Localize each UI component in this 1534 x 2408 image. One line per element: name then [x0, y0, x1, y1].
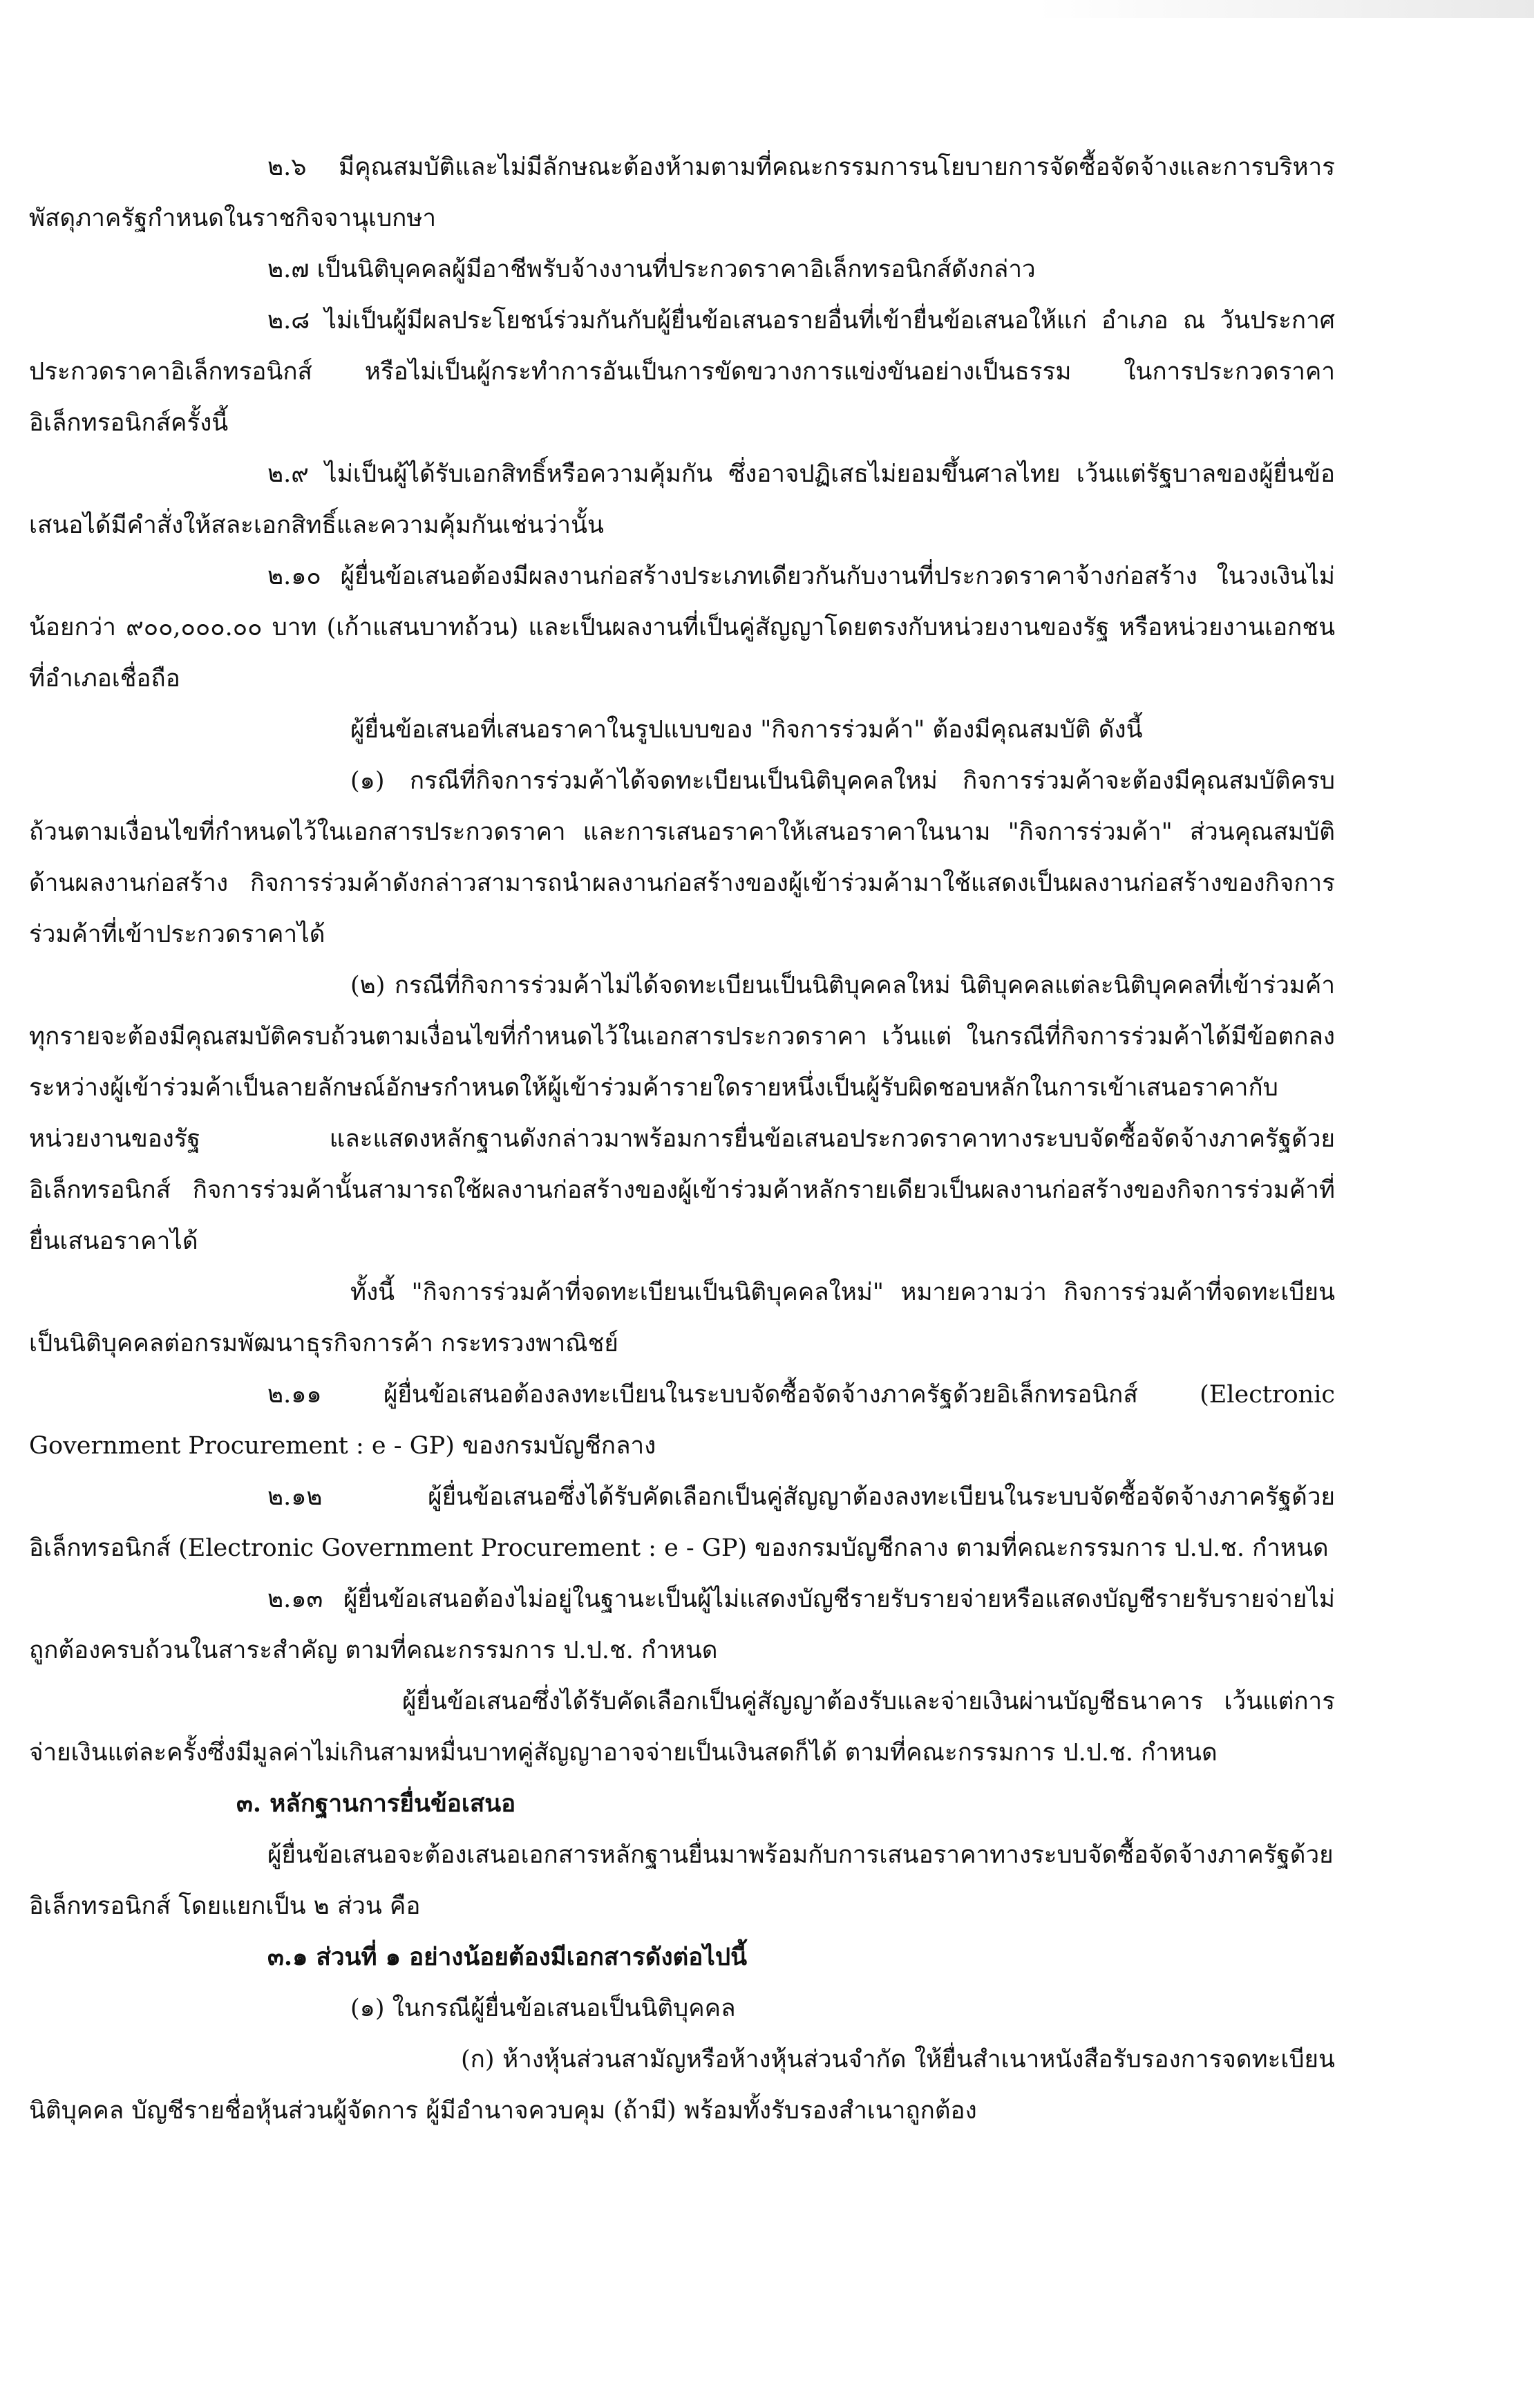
section-3-heading: ๓. หลักฐานการยื่นข้อเสนอ — [236, 1789, 516, 1818]
clause-2-10: ๒.๑๐ ผู้ยื่นข้อเสนอต้องมีผลงานก่อสร้างประเภทเดียวกันกับงานที่ประกวดราคาจ้างก่อสร้าง ในวงเงินไม่น้อยกว่า ๙๐๐,๐๐๐.๐๐ บาท (เก้าแสนบาทถ้วน) และเป็นผลงานที่เป็นคู่สัญญาโดยตรงกับหน่วยงานของรัฐ หรือหน่วยงานเอกชนที่อำเภอเชื่อถือ — [29, 563, 1335, 693]
item-a-partnership: (ก) ห้างหุ้นส่วนสามัญหรือห้างหุ้นส่วนจำกัด ให้ยื่นสำเนาหนังสือรับรองการจดทะเบียนนิติบุคคล บัญชีรายชื่อหุ้นส่วนผู้จัดการ ผู้มีอำนาจควบคุม (ถ้ามี) พร้อมทั้งรับรองสำเนาถูกต้อง — [29, 2046, 1335, 2125]
joint-venture-case-2: (๒) กรณีที่กิจการร่วมค้าไม่ได้จดทะเบียนเป็นนิติบุคคลใหม่ นิติบุคคลแต่ละนิติบุคคลที่เข้าร่วมค้าทุกรายจะต้องมีคุณสมบัติครบถ้วนตามเงื่อนไขที่กำหนดไว้ในเอกสารประกวดราคา เว้นแต่ ในกรณีที่กิจการร่วมค้าได้มีข้อตกลงระหว่างผู้เข้าร่วมค้าเป็นลายลักษณ์อักษรกำหนดให้ผู้เข้าร่วมค้ารายใดรายหนึ่งเป็นผู้รับผิดชอบหลักในการเข้าเสนอราคากับหน่วยงานของรัฐ และแสดงหลักฐานดังกล่าวมาพร้อมการยื่นข้อเสนอประกวดราคาทางระบบจัดซื้อจัดจ้างภาครัฐด้วยอิเล็กทรอนิกส์ กิจการร่วมค้านั้นสามารถใช้ผลงานก่อสร้างของผู้เข้าร่วมค้าหลักรายเดียวเป็นผลงานก่อสร้างของกิจการร่วมค้าที่ยื่นเสนอราคาได้ — [29, 972, 1335, 1255]
clause-2-6: ๒.๖ มีคุณสมบัติและไม่มีลักษณะต้องห้ามตามที่คณะกรรมการนโยบายการจัดซื้อจัดจ้างและการบริหารพัสดุภาครัฐกำหนดในราชกิจจานุเบกษา — [29, 153, 1335, 232]
clause-2-12: ๒.๑๒ ผู้ยื่นข้อเสนอซึ่งได้รับคัดเลือกเป็นคู่สัญญาต้องลงทะเบียนในระบบจัดซื้อจัดจ้างภาครัฐด้วยอิเล็กทรอนิกส์ (Electronic Government Procurement : e - GP) ของกรมบัญชีกลาง ตามที่คณะกรรมการ ป.ป.ช. กำหนด — [29, 1483, 1335, 1562]
clause-2-7: ๒.๗ เป็นนิติบุคคลผู้มีอาชีพรับจ้างงานที่ประกวดราคาอิเล็กทรอนิกส์ดังกล่าว — [267, 256, 1036, 283]
clause-2-8: ๒.๘ ไม่เป็นผู้มีผลประโยชน์ร่วมกันกับผู้ยื่นข้อเสนอรายอื่นที่เข้ายื่นข้อเสนอให้แก่ อำเภอ ณ วันประกาศประกวดราคาอิเล็กทรอนิกส์ หรือไม่เป็นผู้กระทำการอันเป็นการขัดขวางการแข่งขันอย่างเป็นธรรม ในการประกวดราคาอิเล็กทรอนิกส์ครั้งนี้ — [29, 307, 1335, 437]
section-3-intro: ผู้ยื่นข้อเสนอจะต้องเสนอเอกสารหลักฐานยื่นมาพร้อมกับการเสนอราคาทางระบบจัดซื้อจัดจ้างภาครัฐด้วยอิเล็กทรอนิกส์ โดยแยกเป็น ๒ ส่วน คือ — [29, 1841, 1334, 1920]
section-3-1-heading: ๓.๑ ส่วนที่ ๑ อย่างน้อยต้องมีเอกสารดังต่อไปนี้ — [267, 1943, 748, 1971]
clause-2-9: ๒.๙ ไม่เป็นผู้ได้รับเอกสิทธิ์หรือความคุ้มกัน ซึ่งอาจปฏิเสธไม่ยอมขึ้นศาลไทย เว้นแต่รัฐบาลของผู้ยื่นข้อเสนอได้มีคำสั่งให้สละเอกสิทธิ์และความคุ้มกันเช่นว่านั้น — [29, 460, 1335, 539]
clause-2-11: ๒.๑๑ ผู้ยื่นข้อเสนอต้องลงทะเบียนในระบบจัดซื้อจัดจ้างภาครัฐด้วยอิเล็กทรอนิกส์ (Electronic Government Procurement : e - GP) ของกรมบัญชีกลาง — [29, 1381, 1335, 1460]
joint-venture-case-1: (๑) กรณีที่กิจการร่วมค้าได้จดทะเบียนเป็นนิติบุคคลใหม่ กิจการร่วมค้าจะต้องมีคุณสมบัติครบถ้วนตามเงื่อนไขที่กำหนดไว้ในเอกสารประกวดราคา และการเสนอราคาให้เสนอราคาในนาม "กิจการร่วมค้า" ส่วนคุณสมบัติด้านผลงานก่อสร้าง กิจการร่วมค้าดังกล่าวสามารถนำผลงานก่อสร้างของผู้เข้าร่วมค้ามาใช้แสดงเป็นผลงานก่อสร้างของกิจการร่วมค้าที่เข้าประกวดราคาได้ — [29, 767, 1335, 948]
clause-2-13: ๒.๑๓ ผู้ยื่นข้อเสนอต้องไม่อยู่ในฐานะเป็นผู้ไม่แสดงบัญชีรายรับรายจ่ายหรือแสดงบัญชีรายรับรายจ่ายไม่ถูกต้องครบถ้วนในสาระสำคัญ ตามที่คณะกรรมการ ป.ป.ช. กำหนด — [29, 1586, 1335, 1664]
item-1-juristic-person: (๑) ในกรณีผู้ยื่นข้อเสนอเป็นนิติบุคคล — [350, 1995, 736, 2022]
scan-edge-shadow — [1036, 0, 1534, 18]
payment-clause: ผู้ยื่นข้อเสนอซึ่งได้รับคัดเลือกเป็นคู่สัญญาต้องรับและจ่ายเงินผ่านบัญชีธนาคาร เว้นแต่การจ่ายเงินแต่ละครั้งซึ่งมีมูลค่าไม่เกินสามหมื่นบาทคู่สัญญาอาจจ่ายเป็นเงินสดก็ได้ ตามที่คณะกรรมการ ป.ป.ช. กำหนด — [29, 1688, 1335, 1767]
joint-venture-intro: ผู้ยื่นข้อเสนอที่เสนอราคาในรูปแบบของ "กิจการร่วมค้า" ต้องมีคุณสมบัติ ดังนี้ — [350, 716, 1143, 744]
document-body — [29, 142, 1335, 2136]
joint-venture-definition: ทั้งนี้ "กิจการร่วมค้าที่จดทะเบียนเป็นนิติบุคคลใหม่" หมายความว่า กิจการร่วมค้าที่จดทะเบียนเป็นนิติบุคคลต่อกรมพัฒนาธุรกิจการค้า กระทรวงพาณิชย์ — [29, 1279, 1335, 1357]
